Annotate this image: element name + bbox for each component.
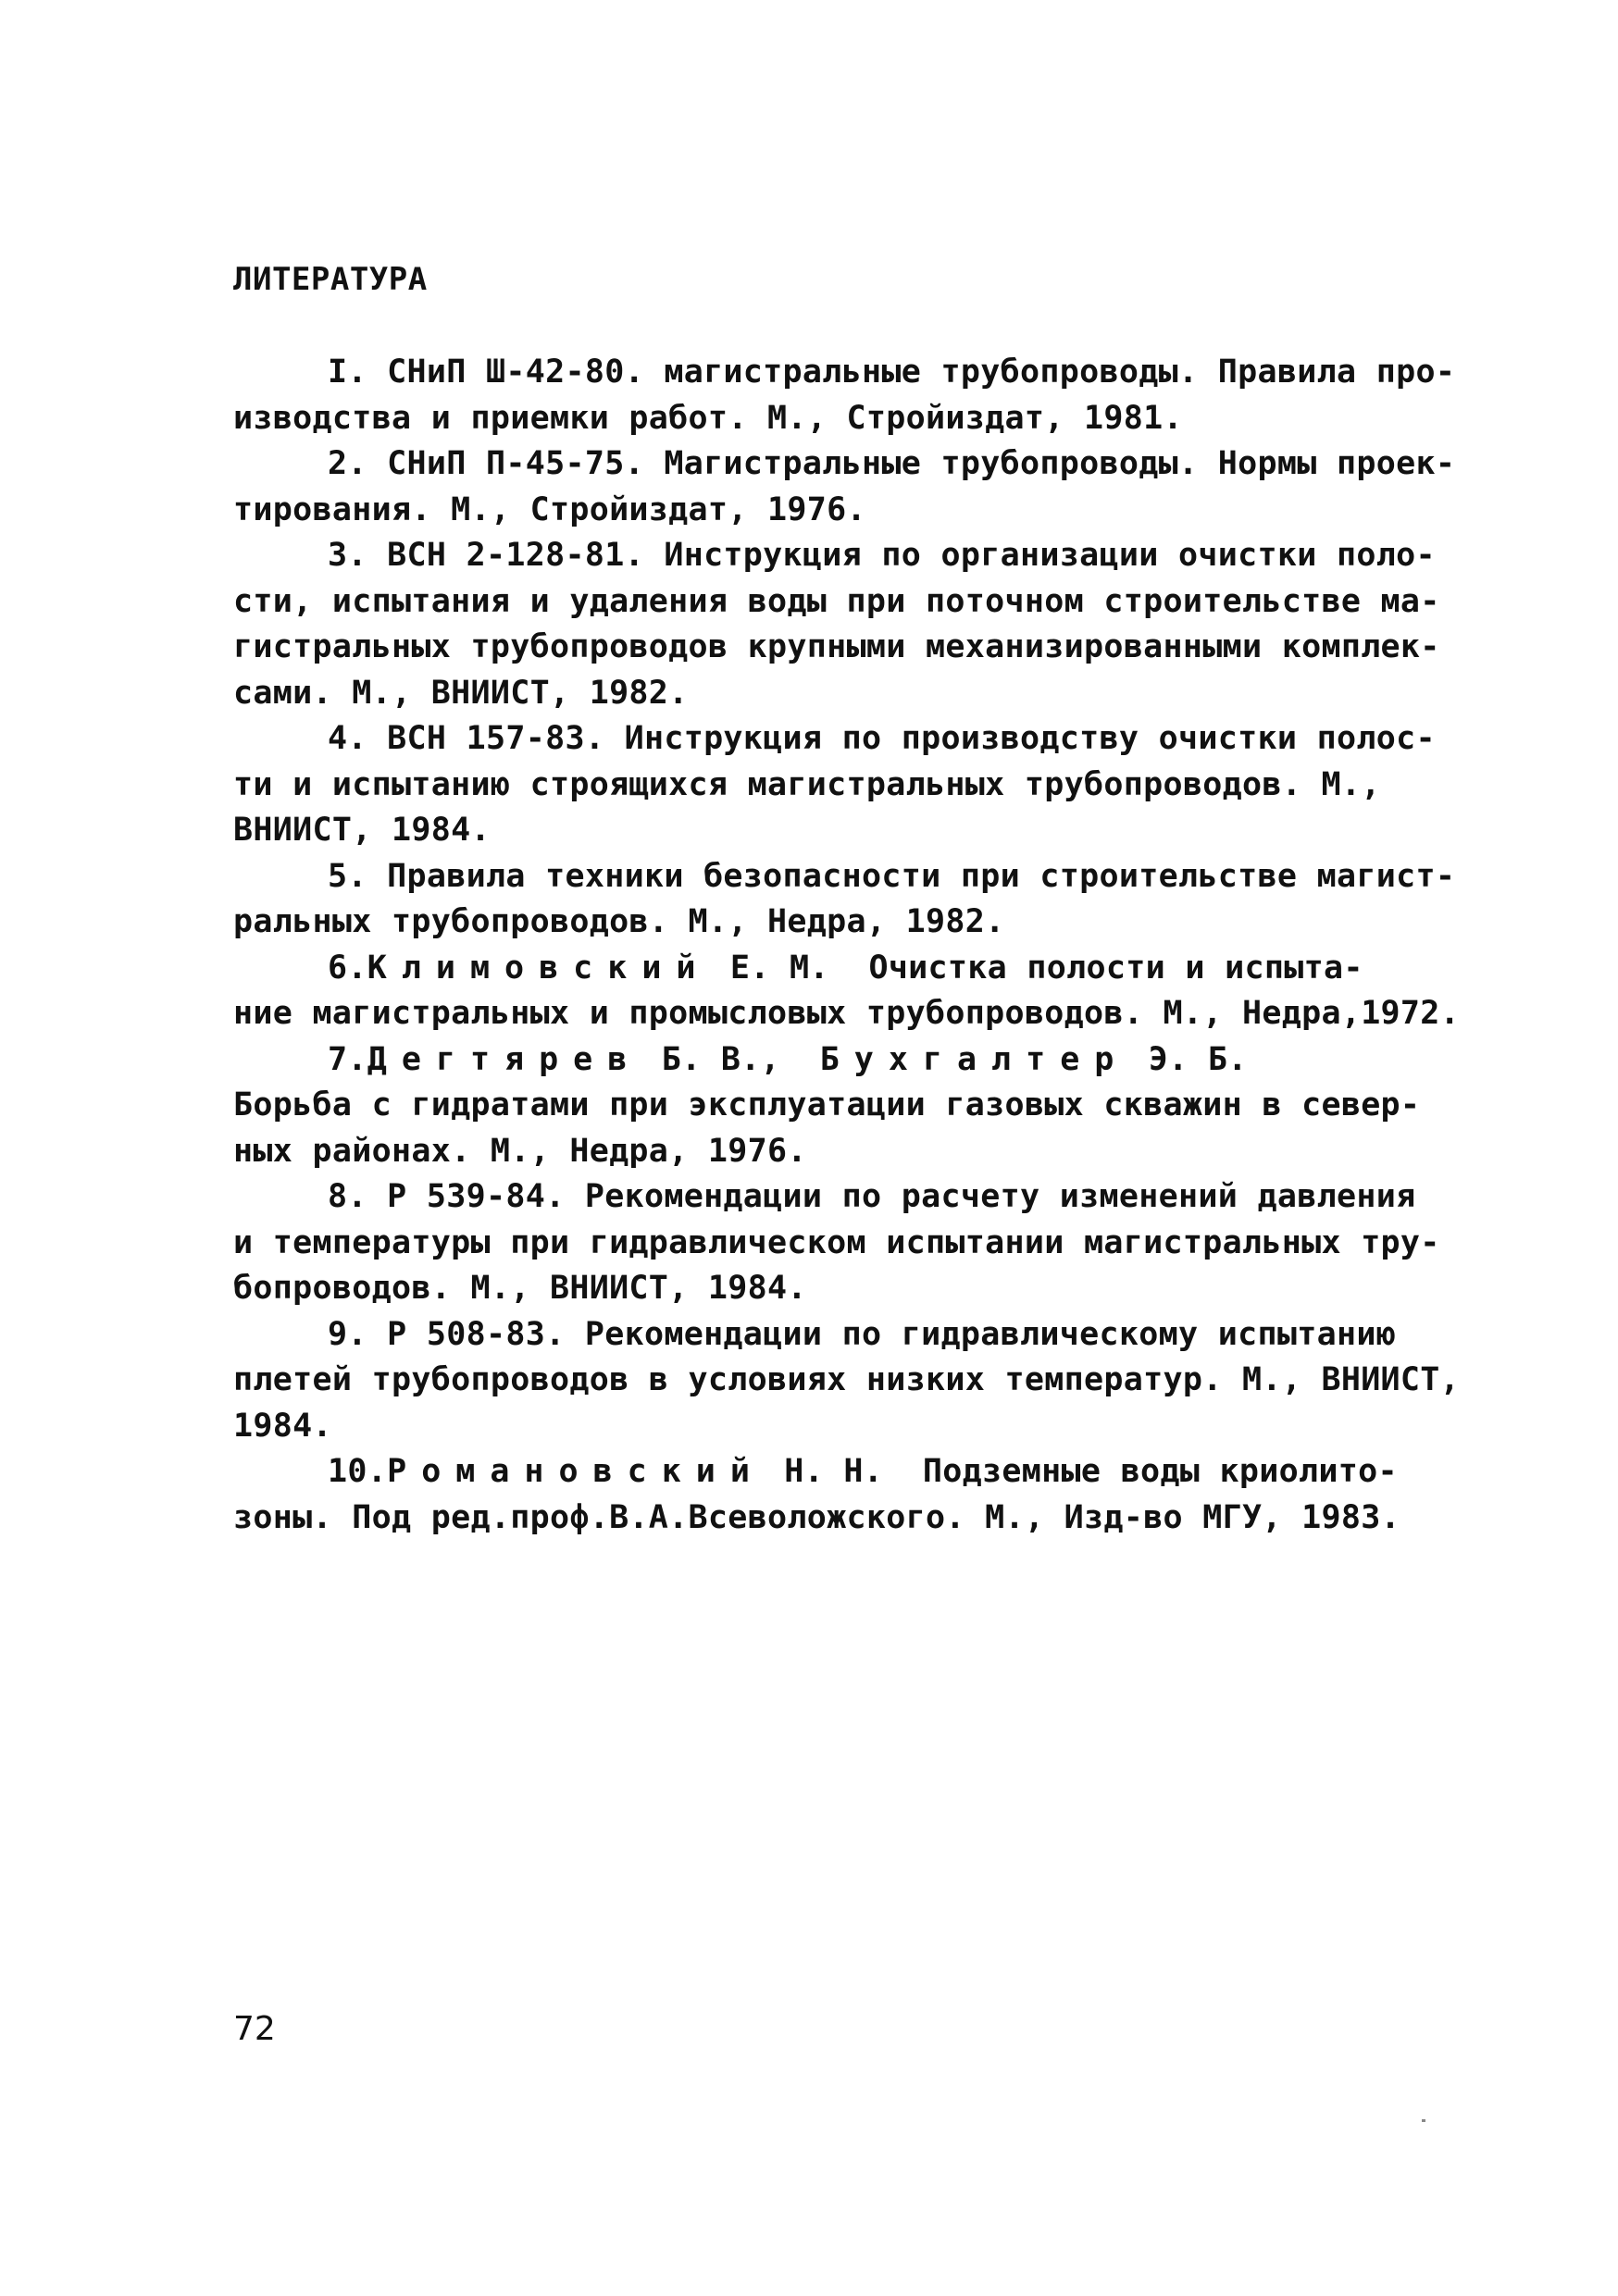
reference-line: Борьба с гидратами при эксплуатации газовых скважин в север- bbox=[233, 1086, 1421, 1123]
reference-line: I. СНиП Ш-42-80. магистральные трубопроводы. Правила про- bbox=[328, 354, 1456, 391]
reference-line: зоны. Под ред.проф.В.А.Всеволожского. М., Изд-во МГУ, 1983. bbox=[233, 1498, 1400, 1536]
reference-list bbox=[233, 350, 1461, 1541]
reference-text: Б. В., bbox=[641, 1040, 820, 1078]
reference-text: Е. М. Очистка полости и испыта- bbox=[710, 949, 1363, 987]
reference-author: Климовский bbox=[367, 949, 711, 987]
reference-item bbox=[233, 946, 1461, 1037]
reference-line bbox=[233, 1037, 1418, 1084]
reference-item bbox=[233, 716, 1436, 854]
reference-number: 10. bbox=[328, 1453, 388, 1490]
reference-author: Романовский bbox=[387, 1453, 765, 1490]
reference-line: изводства и приемки работ. М., Стройиздат, 1981. bbox=[233, 399, 1183, 437]
reference-text: Н. Н. Подземные воды криолито- bbox=[764, 1453, 1398, 1490]
reference-item bbox=[233, 1312, 1461, 1450]
reference-number: 7. bbox=[328, 1040, 367, 1078]
reference-line: 1984. bbox=[233, 1407, 332, 1445]
page-number: 72 bbox=[233, 2010, 276, 2048]
reference-item bbox=[233, 533, 1440, 716]
reference-item bbox=[233, 854, 1456, 946]
reference-line bbox=[233, 946, 1418, 992]
reference-line: 2. СНиП П-45-75. Магистральные трубопроводы. Нормы проек- bbox=[328, 445, 1456, 482]
reference-line: 9. Р 508-83. Рекомендации по гидравлическому испытанию bbox=[328, 1315, 1397, 1353]
reference-line: 5. Правила техники безопасности при строительстве магист- bbox=[328, 857, 1456, 895]
reference-line: ние магистральных и промысловых трубопроводов. М., Недра,1972. bbox=[233, 995, 1461, 1032]
reference-line: ВНИИСТ, 1984. bbox=[233, 812, 491, 849]
scan-speck bbox=[1422, 2119, 1425, 2122]
reference-line: сти, испытания и удаления воды при поточном строительстве ма- bbox=[233, 582, 1440, 620]
reference-line: плетей трубопроводов в условиях низких температур. М., ВНИИСТ, bbox=[233, 1361, 1461, 1398]
reference-author: Дегтярев bbox=[367, 1040, 642, 1078]
reference-line: ти и испытанию строящихся магистральных трубопроводов. М., bbox=[233, 765, 1381, 803]
page-heading: ЛИТЕРАТУРА bbox=[233, 261, 428, 298]
reference-line: и температуры при гидравлическом испытании магистральных тру- bbox=[233, 1223, 1440, 1261]
reference-author: Бухгалтер bbox=[819, 1040, 1129, 1078]
reference-line: бопроводов. М., ВНИИСТ, 1984. bbox=[233, 1270, 807, 1307]
reference-line: гистральных трубопроводов крупными механизированными комплек- bbox=[233, 628, 1440, 665]
reference-text: Э. Б. bbox=[1128, 1040, 1248, 1078]
reference-item bbox=[233, 350, 1456, 441]
reference-line: 4. ВСН 157-83. Инструкция по производству очистки полос- bbox=[328, 720, 1436, 757]
reference-line: 3. ВСН 2-128-81. Инструкция по организации очистки поло- bbox=[328, 537, 1436, 574]
reference-line: сами. М., ВНИИСТ, 1982. bbox=[233, 674, 689, 712]
reference-line bbox=[233, 1449, 1418, 1496]
reference-line: ральных трубопроводов. М., Недра, 1982. bbox=[233, 903, 1005, 940]
reference-item bbox=[233, 1037, 1421, 1175]
reference-item bbox=[233, 441, 1456, 533]
reference-item bbox=[233, 1449, 1418, 1541]
reference-line: 8. Р 539-84. Рекомендации по расчету изменений давления bbox=[328, 1178, 1416, 1215]
reference-item bbox=[233, 1174, 1440, 1312]
reference-line: тирования. М., Стройиздат, 1976. bbox=[233, 490, 866, 528]
reference-number: 6. bbox=[328, 949, 367, 987]
reference-line: ных районах. М., Недра, 1976. bbox=[233, 1132, 807, 1170]
